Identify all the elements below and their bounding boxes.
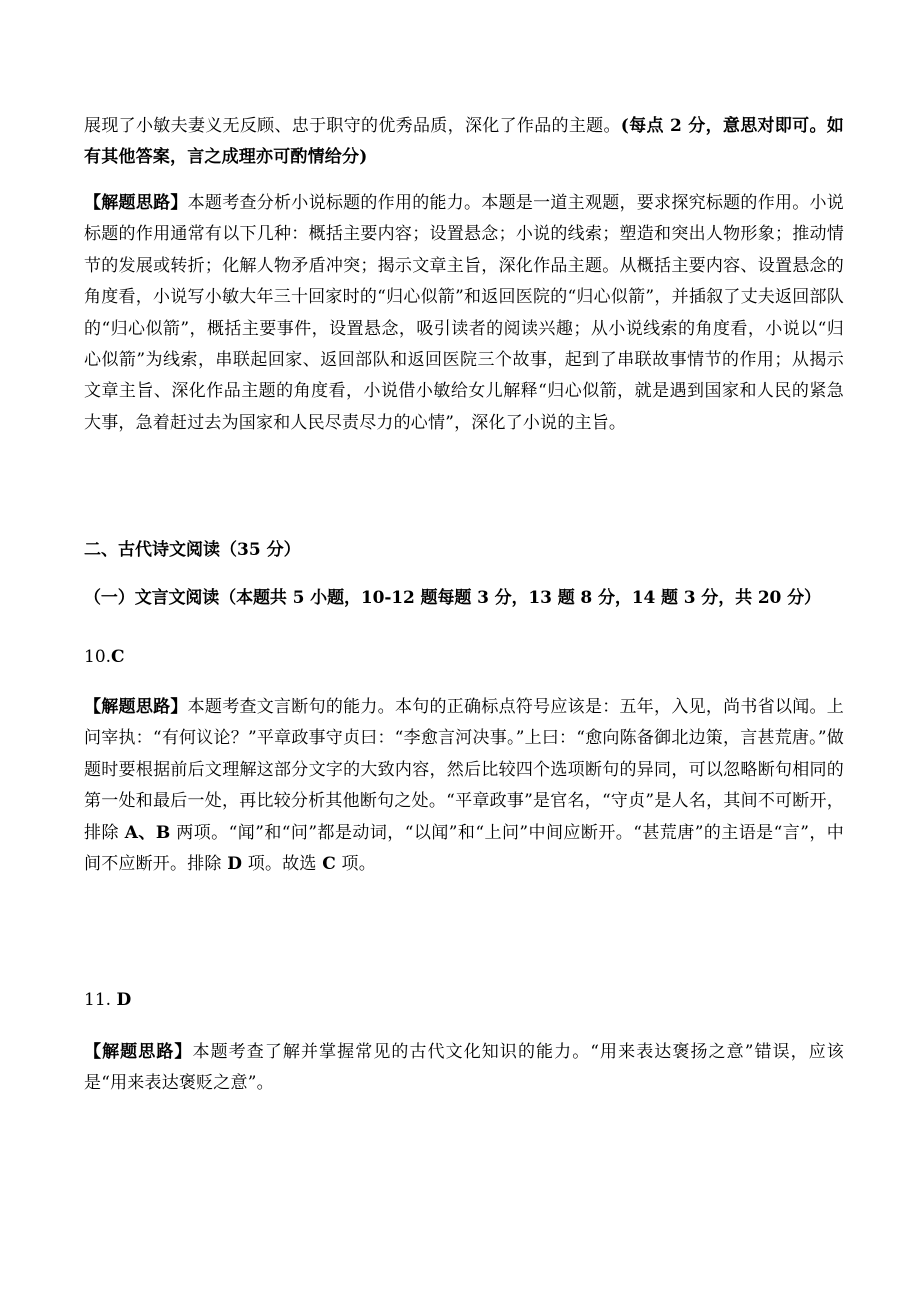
answer-letter: D bbox=[116, 990, 132, 1010]
analysis-text: 本题考查分析小说标题的作用的能力。本题是一道主观题，要求探究标题的作用。小说标题的作用通常有以下几种：概括主要内容；设置悬念；小说的线索；塑造和突出人物形象；推动情节的发展或转折；化解人物矛盾冲突；揭示文章主旨，深化作品主题。从概括主要内容、设置悬念的角度看，小说写小敏大年三十回家时的“归心似箭”和返回医院的“归心似箭”，并插叙了丈夫返回部队的“归心似箭”，概括主要事件，设置悬念，吸引读者的阅读兴趣；从小说线索的角度看，小说以“归心似箭”为线索，串联起回家、返回部队和返回医院三个故事，起到了串联故事情节的作用；从揭示文章主旨、深化作品主题的角度看，小说借小敏给女儿解释“归心似箭，就是遇到国家和人民的紧急大事，急着赶过去为国家和人民尽责尽力的心情”，深化了小说的主旨。 bbox=[84, 193, 844, 433]
answer-text: 展现了小敏夫妻义无反顾、忠于职守的优秀品质，深化了作品的主题。 bbox=[84, 116, 621, 136]
option-d: D bbox=[227, 854, 243, 875]
option-c: C bbox=[322, 854, 336, 875]
question-11-answer bbox=[84, 985, 131, 1015]
analysis-text: 项。 bbox=[335, 854, 376, 875]
question-number: 10. bbox=[84, 647, 112, 667]
analysis-text: 本题考查了解并掌握常见的古代文化知识的能力。“用来表达褒扬之意”错误，应该是“用来表达褒贬之意”。 bbox=[84, 1042, 845, 1094]
analysis-text: 本题考查文言断句的能力。本句的正确标点符号应该是：五年，入见，尚书省以闻。上问宰执：“有何议论？”平章政事守贞曰：“李愈言河决事。”上曰：“愈向陈备御北边策，言甚荒唐。”做题时要根据前后文理解这部分文字的大致内容，然后比较四个选项断句的异同，可以忽略断句相同的第一处和最后一处，再比较分析其他断句之处。“平章政事”是官名，“守贞”是人名，其间不可断开，排除 bbox=[84, 697, 844, 843]
analysis-text: 两项。“闻”和“问”都是动词，“以闻”和“上问”中间应断开。“甚荒唐”的主语是“言”，中间不应断开。排除 bbox=[84, 822, 844, 875]
option-separator: 、 bbox=[138, 822, 156, 843]
question-10-answer bbox=[84, 642, 125, 672]
analysis-paragraph-title bbox=[84, 188, 844, 439]
question-10-analysis bbox=[84, 692, 844, 880]
question-11-analysis bbox=[84, 1037, 844, 1100]
analysis-label: 【解题思路】 bbox=[84, 193, 188, 213]
section-heading: 二、古代诗文阅读（35 分） bbox=[84, 540, 301, 560]
answer-letter: C bbox=[111, 647, 125, 667]
sub-heading: （一）文言文阅读（本题共 5 小题，10-12 题每题 3 分，13 题 8 分，14 题 3 分，共 20 分） bbox=[84, 588, 821, 608]
option-b: B bbox=[155, 822, 171, 843]
answer-continuation bbox=[84, 111, 844, 174]
option-a: A bbox=[124, 822, 139, 843]
analysis-label: 【解题思路】 bbox=[84, 1042, 193, 1062]
analysis-text: 项。故选 bbox=[242, 854, 323, 875]
scoring-note: (每点 2 分，意思对即可。如有其他答案，言之成理亦可酌情给分) bbox=[84, 116, 844, 168]
analysis-label: 【解题思路】 bbox=[84, 697, 188, 717]
question-number: 11. bbox=[84, 990, 112, 1010]
